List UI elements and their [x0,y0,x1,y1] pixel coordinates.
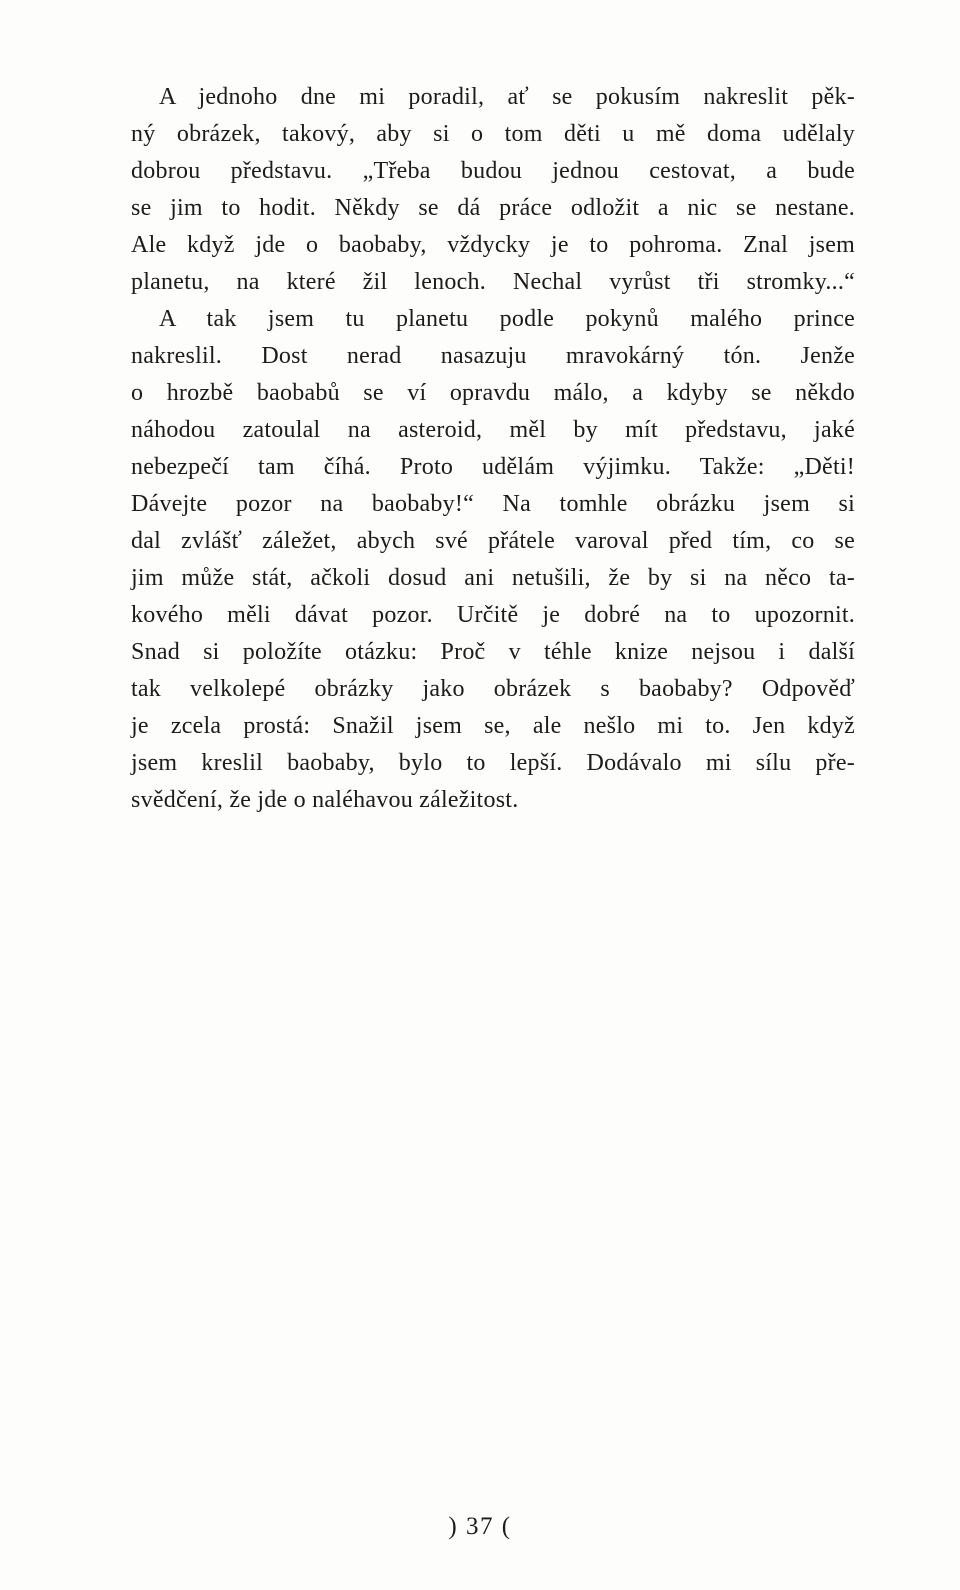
text-line: dobrou představu. „Třeba budou jednou cestovat, a bude [131,158,855,184]
text-line: nakreslil. Dost nerad nasazuju mravokárný tón. Jenže [131,343,855,369]
text-line: náhodou zatoulal na asteroid, měl by mít představu, jaké [131,417,855,443]
text-line: Dávejte pozor na baobaby!“ Na tomhle obrázku jsem si [131,491,855,517]
text-line: dal zvlášť záležet, abych své přátele varoval před tím, co se [131,528,855,554]
text-line: svědčení, že jde o naléhavou záležitost. [131,787,519,813]
text-line: tak velkolepé obrázky jako obrázek s baobaby? Odpověď [131,676,855,702]
text-line: planetu, na které žil lenoch. Nechal vyrůst tři stromky...“ [131,269,855,295]
text-line: nebezpečí tam číhá. Proto udělám výjimku. Takže: „Děti! [131,454,855,480]
paragraph [131,301,855,819]
text-line: je zcela prostá: Snažil jsem se, ale nešlo mi to. Jen když [131,713,855,739]
text-line: A jednoho dne mi poradil, ať se pokusím nakreslit pěk- [159,84,855,110]
text-line: A tak jsem tu planetu podle pokynů malého prince [159,306,855,332]
text-line: kového měli dávat pozor. Určitě je dobré na to upozornit. [131,602,855,628]
text-line: se jim to hodit. Někdy se dá práce odložit a nic se nestane. [131,195,855,221]
page-text [131,79,855,819]
text-line: o hrozbě baobabů se ví opravdu málo, a kdyby se někdo [131,380,855,406]
page-number: ) 37 ( [448,1513,512,1540]
paragraph [131,79,855,301]
text-line: Ale když jde o baobaby, vždycky je to pohroma. Znal jsem [131,232,855,258]
text-line: ný obrázek, takový, aby si o tom děti u mě doma udělaly [131,121,855,147]
text-line: jsem kreslil baobaby, bylo to lepší. Dodávalo mi sílu pře- [131,750,855,776]
text-line: jim může stát, ačkoli dosud ani netušili, že by si na něco ta- [131,565,855,591]
text-line: Snad si položíte otázku: Proč v téhle knize nejsou i další [131,639,855,665]
